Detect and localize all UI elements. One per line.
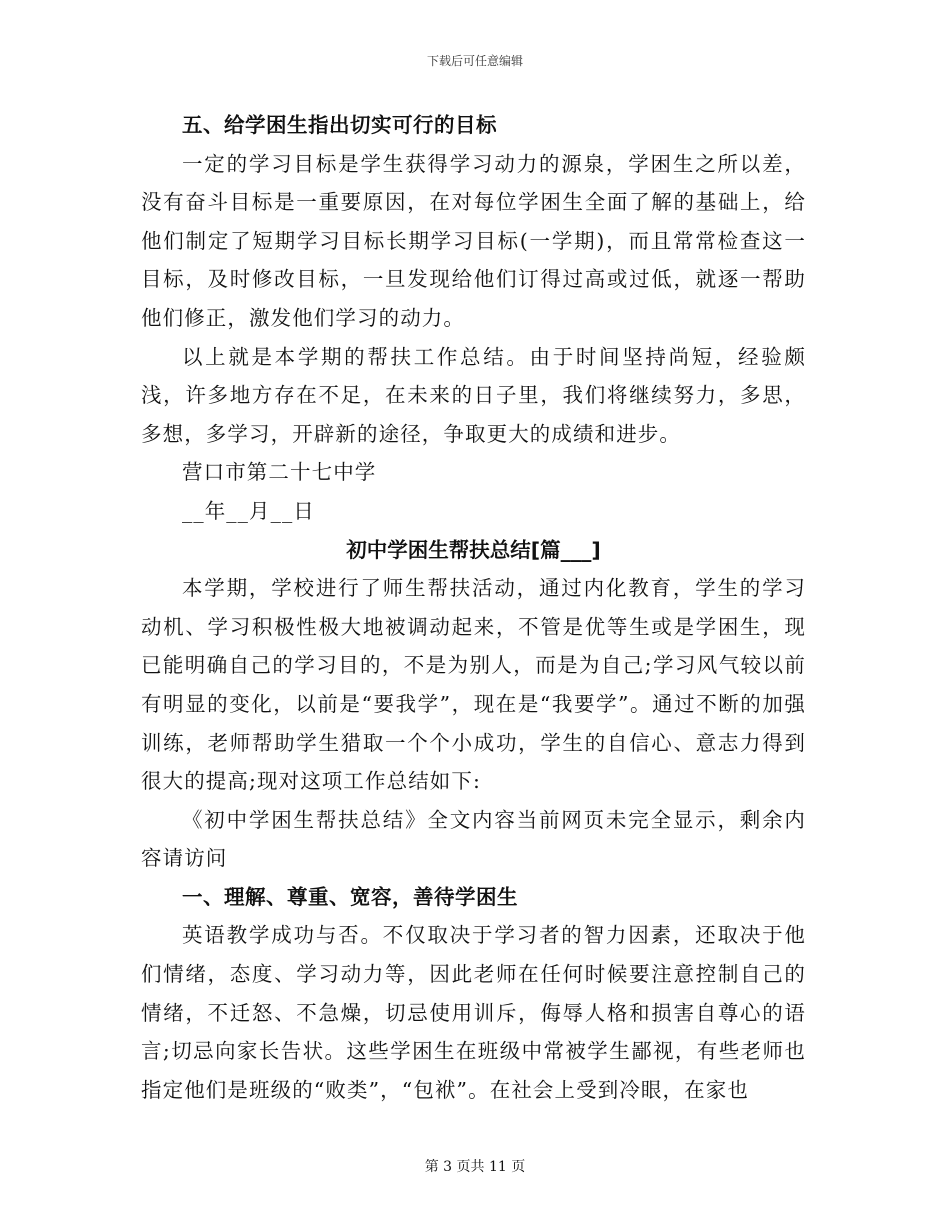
document-body	[141, 106, 806, 1109]
page-header: 下载后可任意编辑	[426, 54, 523, 68]
section-heading-5: 五、给学困生指出切实可行的目标	[182, 113, 497, 137]
truncation-notice: 《初中学困生帮扶总结》全文内容当前网页未完全显示，剩余内容请访问	[141, 807, 806, 871]
page-footer: 第 3 页共 11 页	[424, 1159, 526, 1175]
paragraph: 英语教学成功与否。不仅取决于学习者的智力因素，还取决于他们情绪，态度、学习动力等，因此老师在任何时候要注意控制自己的情绪，不迁怒、不急燥，切忌使用训斥，侮辱人格和损害自尊心的语言;切忌向家长告状。这些学困生在班级中常被学生鄙视，有些老师也指定他们是班级的“败类”，“包袱”。在社会上受到冷眼，在家也	[141, 923, 806, 1102]
section-heading-1: 一、理解、尊重、宽容，善待学困生	[182, 884, 518, 909]
document-title: 初中学困生帮扶总结[篇___]	[346, 537, 601, 562]
paragraph: 一定的学习目标是学生获得学习动力的源泉，学困生之所以差，没有奋斗目标是一重要原因，在对每位学困生全面了解的基础上，给他们制定了短期学习目标长期学习目标(一学期)，而且常常检查这一目标，及时修改目标，一旦发现给他们订得过高或过低，就逐一帮助他们修正，激发他们学习的动力。	[141, 151, 806, 330]
paragraph: 本学期，学校进行了师生帮扶活动，通过内化教育，学生的学习动机、学习积极性极大地被调动起来，不管是优等生或是学困生，现已能明确自己的学习目的，不是为别人，而是为自己;学习风气较以前有明显的变化，以前是“要我学”，现在是“我要学”。通过不断的加强训练，老师帮助学生猎取一个个小成功，学生的自信心、意志力得到很大的提高;现对这项工作总结如下:	[141, 576, 806, 794]
school-name: 营口市第二十七中学	[182, 460, 377, 485]
paragraph: 以上就是本学期的帮扶工作总结。由于时间坚持尚短，经验颇浅，许多地方存在不足，在未来的日子里，我们将继续努力，多思，多想，多学习，开辟新的途径，争取更大的成绩和进步。	[141, 344, 806, 446]
date-line: __年__月__日	[182, 498, 315, 523]
